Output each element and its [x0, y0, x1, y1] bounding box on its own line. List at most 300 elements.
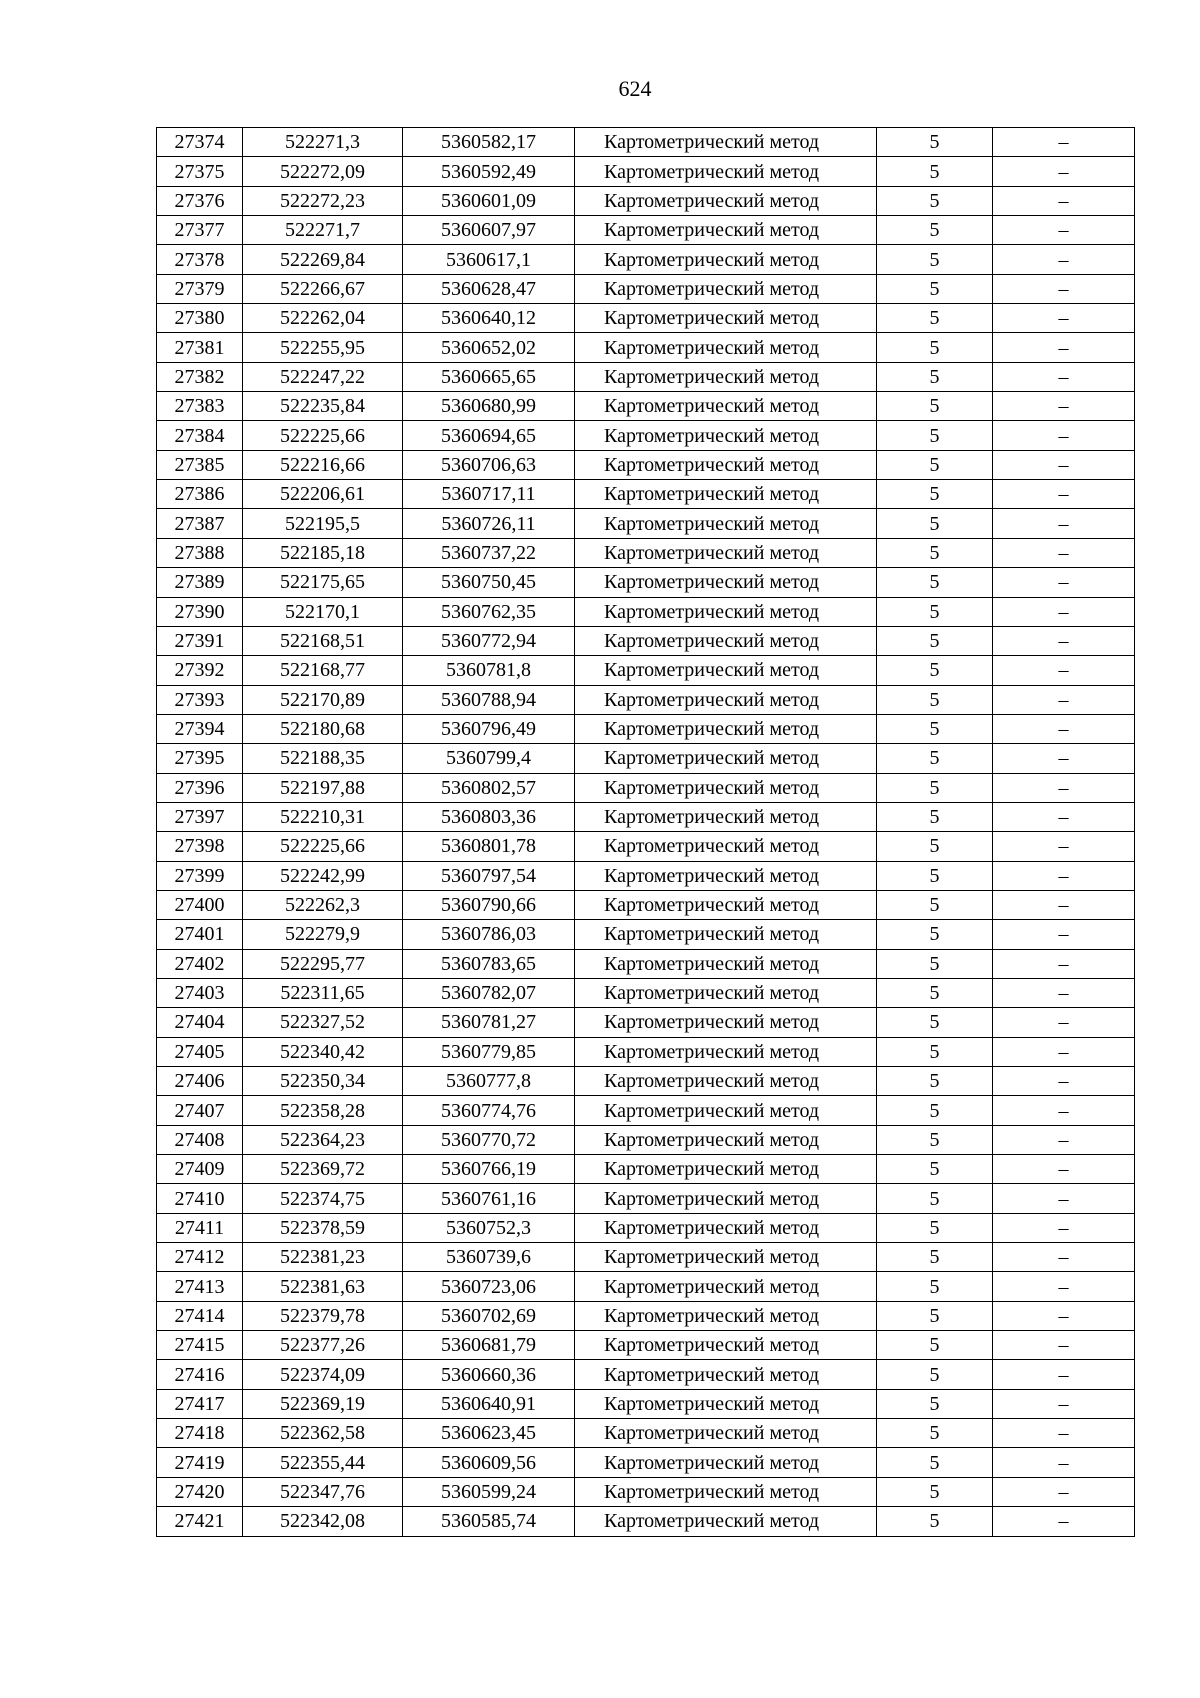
- table-row: [157, 861, 1135, 890]
- precision-cell: 5: [877, 978, 993, 1007]
- precision-cell: 5: [877, 362, 993, 391]
- y-coordinate-cell: 5360680,99: [403, 392, 575, 421]
- y-coordinate-cell: 5360723,06: [403, 1272, 575, 1301]
- method-cell: Картометрический метод: [575, 1008, 877, 1037]
- precision-cell: 5: [877, 861, 993, 890]
- precision-cell: 5: [877, 509, 993, 538]
- x-coordinate-cell: 522279,9: [243, 920, 403, 949]
- precision-cell: 5: [877, 1331, 993, 1360]
- x-coordinate-cell: 522266,67: [243, 274, 403, 303]
- y-coordinate-cell: 5360652,02: [403, 333, 575, 362]
- table-row: [157, 1184, 1135, 1213]
- x-coordinate-cell: 522175,65: [243, 568, 403, 597]
- table-row: [157, 1272, 1135, 1301]
- description-cell: –: [993, 1243, 1135, 1272]
- table-row: [157, 1008, 1135, 1037]
- method-cell: Картометрический метод: [575, 274, 877, 303]
- point-number-cell: 27416: [157, 1360, 243, 1389]
- point-number-cell: 27419: [157, 1448, 243, 1477]
- precision-cell: 5: [877, 1419, 993, 1448]
- description-cell: –: [993, 1389, 1135, 1418]
- table-row: [157, 1507, 1135, 1536]
- y-coordinate-cell: 5360640,12: [403, 304, 575, 333]
- method-cell: Картометрический метод: [575, 1448, 877, 1477]
- x-coordinate-cell: 522271,7: [243, 216, 403, 245]
- description-cell: –: [993, 1096, 1135, 1125]
- y-coordinate-cell: 5360777,8: [403, 1067, 575, 1096]
- description-cell: –: [993, 450, 1135, 479]
- x-coordinate-cell: 522242,99: [243, 861, 403, 890]
- method-cell: Картометрический метод: [575, 685, 877, 714]
- x-coordinate-cell: 522358,28: [243, 1096, 403, 1125]
- description-cell: –: [993, 1037, 1135, 1066]
- table-row: [157, 157, 1135, 186]
- method-cell: Картометрический метод: [575, 450, 877, 479]
- method-cell: Картометрический метод: [575, 714, 877, 743]
- table-row: [157, 392, 1135, 421]
- method-cell: Картометрический метод: [575, 656, 877, 685]
- method-cell: Картометрический метод: [575, 568, 877, 597]
- point-number-cell: 27395: [157, 744, 243, 773]
- table-row: [157, 685, 1135, 714]
- point-number-cell: 27421: [157, 1507, 243, 1536]
- precision-cell: 5: [877, 1213, 993, 1242]
- precision-cell: 5: [877, 392, 993, 421]
- point-number-cell: 27386: [157, 480, 243, 509]
- precision-cell: 5: [877, 1301, 993, 1330]
- description-cell: –: [993, 656, 1135, 685]
- table-row: [157, 626, 1135, 655]
- point-number-cell: 27380: [157, 304, 243, 333]
- method-cell: Картометрический метод: [575, 304, 877, 333]
- y-coordinate-cell: 5360782,07: [403, 978, 575, 1007]
- x-coordinate-cell: 522342,08: [243, 1507, 403, 1536]
- precision-cell: 5: [877, 890, 993, 919]
- x-coordinate-cell: 522185,18: [243, 538, 403, 567]
- point-number-cell: 27396: [157, 773, 243, 802]
- precision-cell: 5: [877, 1184, 993, 1213]
- method-cell: Картометрический метод: [575, 978, 877, 1007]
- point-number-cell: 27405: [157, 1037, 243, 1066]
- precision-cell: 5: [877, 685, 993, 714]
- precision-cell: 5: [877, 656, 993, 685]
- table-row: [157, 1331, 1135, 1360]
- table-row: [157, 1419, 1135, 1448]
- method-cell: Картометрический метод: [575, 626, 877, 655]
- x-coordinate-cell: 522355,44: [243, 1448, 403, 1477]
- description-cell: –: [993, 274, 1135, 303]
- point-number-cell: 27388: [157, 538, 243, 567]
- y-coordinate-cell: 5360702,69: [403, 1301, 575, 1330]
- x-coordinate-cell: 522340,42: [243, 1037, 403, 1066]
- x-coordinate-cell: 522272,09: [243, 157, 403, 186]
- x-coordinate-cell: 522374,09: [243, 1360, 403, 1389]
- precision-cell: 5: [877, 1360, 993, 1389]
- x-coordinate-cell: 522381,23: [243, 1243, 403, 1272]
- point-number-cell: 27381: [157, 333, 243, 362]
- point-number-cell: 27400: [157, 890, 243, 919]
- x-coordinate-cell: 522374,75: [243, 1184, 403, 1213]
- x-coordinate-cell: 522327,52: [243, 1008, 403, 1037]
- description-cell: –: [993, 1331, 1135, 1360]
- x-coordinate-cell: 522195,5: [243, 509, 403, 538]
- table-row: [157, 1155, 1135, 1184]
- description-cell: –: [993, 1419, 1135, 1448]
- x-coordinate-cell: 522262,04: [243, 304, 403, 333]
- y-coordinate-cell: 5360660,36: [403, 1360, 575, 1389]
- x-coordinate-cell: 522210,31: [243, 802, 403, 831]
- precision-cell: 5: [877, 1096, 993, 1125]
- description-cell: –: [993, 597, 1135, 626]
- y-coordinate-cell: 5360739,6: [403, 1243, 575, 1272]
- y-coordinate-cell: 5360790,66: [403, 890, 575, 919]
- description-cell: –: [993, 1477, 1135, 1506]
- method-cell: Картометрический метод: [575, 362, 877, 391]
- point-number-cell: 27404: [157, 1008, 243, 1037]
- x-coordinate-cell: 522381,63: [243, 1272, 403, 1301]
- method-cell: Картометрический метод: [575, 1125, 877, 1154]
- description-cell: –: [993, 157, 1135, 186]
- table-row: [157, 1448, 1135, 1477]
- x-coordinate-cell: 522347,76: [243, 1477, 403, 1506]
- description-cell: –: [993, 333, 1135, 362]
- table-row: [157, 597, 1135, 626]
- y-coordinate-cell: 5360585,74: [403, 1507, 575, 1536]
- x-coordinate-cell: 522269,84: [243, 245, 403, 274]
- table-row: [157, 832, 1135, 861]
- description-cell: –: [993, 1507, 1135, 1536]
- description-cell: –: [993, 861, 1135, 890]
- y-coordinate-cell: 5360628,47: [403, 274, 575, 303]
- table-row: [157, 1125, 1135, 1154]
- method-cell: Картометрический метод: [575, 1360, 877, 1389]
- table-row: [157, 538, 1135, 567]
- description-cell: –: [993, 1125, 1135, 1154]
- point-number-cell: 27378: [157, 245, 243, 274]
- table-row: [157, 1213, 1135, 1242]
- x-coordinate-cell: 522272,23: [243, 186, 403, 215]
- method-cell: Картометрический метод: [575, 1507, 877, 1536]
- x-coordinate-cell: 522311,65: [243, 978, 403, 1007]
- y-coordinate-cell: 5360665,65: [403, 362, 575, 391]
- method-cell: Картометрический метод: [575, 773, 877, 802]
- y-coordinate-cell: 5360640,91: [403, 1389, 575, 1418]
- table-row: [157, 245, 1135, 274]
- method-cell: Картометрический метод: [575, 333, 877, 362]
- x-coordinate-cell: 522377,26: [243, 1331, 403, 1360]
- x-coordinate-cell: 522225,66: [243, 421, 403, 450]
- description-cell: –: [993, 304, 1135, 333]
- description-cell: –: [993, 1272, 1135, 1301]
- point-number-cell: 27407: [157, 1096, 243, 1125]
- y-coordinate-cell: 5360601,09: [403, 186, 575, 215]
- precision-cell: 5: [877, 1155, 993, 1184]
- coordinates-table: [156, 127, 1135, 1537]
- x-coordinate-cell: 522225,66: [243, 832, 403, 861]
- x-coordinate-cell: 522188,35: [243, 744, 403, 773]
- precision-cell: 5: [877, 568, 993, 597]
- precision-cell: 5: [877, 1448, 993, 1477]
- point-number-cell: 27413: [157, 1272, 243, 1301]
- y-coordinate-cell: 5360801,78: [403, 832, 575, 861]
- precision-cell: 5: [877, 216, 993, 245]
- method-cell: Картометрический метод: [575, 1096, 877, 1125]
- x-coordinate-cell: 522216,66: [243, 450, 403, 479]
- x-coordinate-cell: 522255,95: [243, 333, 403, 362]
- point-number-cell: 27383: [157, 392, 243, 421]
- table-row: [157, 333, 1135, 362]
- method-cell: Картометрический метод: [575, 509, 877, 538]
- method-cell: Картометрический метод: [575, 1155, 877, 1184]
- method-cell: Картометрический метод: [575, 597, 877, 626]
- x-coordinate-cell: 522350,34: [243, 1067, 403, 1096]
- point-number-cell: 27408: [157, 1125, 243, 1154]
- precision-cell: 5: [877, 157, 993, 186]
- point-number-cell: 27410: [157, 1184, 243, 1213]
- description-cell: –: [993, 744, 1135, 773]
- method-cell: Картометрический метод: [575, 1184, 877, 1213]
- point-number-cell: 27397: [157, 802, 243, 831]
- point-number-cell: 27403: [157, 978, 243, 1007]
- point-number-cell: 27399: [157, 861, 243, 890]
- description-cell: –: [993, 949, 1135, 978]
- x-coordinate-cell: 522170,1: [243, 597, 403, 626]
- method-cell: Картометрический метод: [575, 157, 877, 186]
- precision-cell: 5: [877, 832, 993, 861]
- method-cell: Картометрический метод: [575, 949, 877, 978]
- y-coordinate-cell: 5360617,1: [403, 245, 575, 274]
- precision-cell: 5: [877, 333, 993, 362]
- table-row: [157, 304, 1135, 333]
- table-row: [157, 1243, 1135, 1272]
- x-coordinate-cell: 522247,22: [243, 362, 403, 391]
- method-cell: Картометрический метод: [575, 832, 877, 861]
- y-coordinate-cell: 5360717,11: [403, 480, 575, 509]
- description-cell: –: [993, 773, 1135, 802]
- method-cell: Картометрический метод: [575, 1213, 877, 1242]
- point-number-cell: 27382: [157, 362, 243, 391]
- y-coordinate-cell: 5360623,45: [403, 1419, 575, 1448]
- description-cell: –: [993, 216, 1135, 245]
- table-row: [157, 509, 1135, 538]
- method-cell: Картометрический метод: [575, 186, 877, 215]
- precision-cell: 5: [877, 1507, 993, 1536]
- point-number-cell: 27415: [157, 1331, 243, 1360]
- method-cell: Картометрический метод: [575, 890, 877, 919]
- precision-cell: 5: [877, 1389, 993, 1418]
- description-cell: –: [993, 480, 1135, 509]
- x-coordinate-cell: 522362,58: [243, 1419, 403, 1448]
- point-number-cell: 27384: [157, 421, 243, 450]
- point-number-cell: 27394: [157, 714, 243, 743]
- table-row: [157, 1301, 1135, 1330]
- description-cell: –: [993, 978, 1135, 1007]
- y-coordinate-cell: 5360681,79: [403, 1331, 575, 1360]
- point-number-cell: 27375: [157, 157, 243, 186]
- precision-cell: 5: [877, 1125, 993, 1154]
- table-row: [157, 744, 1135, 773]
- point-number-cell: 27379: [157, 274, 243, 303]
- y-coordinate-cell: 5360781,8: [403, 656, 575, 685]
- table-row: [157, 949, 1135, 978]
- method-cell: Картометрический метод: [575, 920, 877, 949]
- precision-cell: 5: [877, 626, 993, 655]
- description-cell: –: [993, 714, 1135, 743]
- description-cell: –: [993, 392, 1135, 421]
- y-coordinate-cell: 5360783,65: [403, 949, 575, 978]
- table-row: [157, 1389, 1135, 1418]
- table-row: [157, 773, 1135, 802]
- point-number-cell: 27420: [157, 1477, 243, 1506]
- y-coordinate-cell: 5360770,72: [403, 1125, 575, 1154]
- description-cell: –: [993, 1213, 1135, 1242]
- method-cell: Картометрический метод: [575, 802, 877, 831]
- point-number-cell: 27406: [157, 1067, 243, 1096]
- table-row: [157, 1067, 1135, 1096]
- x-coordinate-cell: 522378,59: [243, 1213, 403, 1242]
- point-number-cell: 27402: [157, 949, 243, 978]
- y-coordinate-cell: 5360582,17: [403, 128, 575, 157]
- point-number-cell: 27392: [157, 656, 243, 685]
- x-coordinate-cell: 522369,72: [243, 1155, 403, 1184]
- table-row: [157, 216, 1135, 245]
- point-number-cell: 27398: [157, 832, 243, 861]
- y-coordinate-cell: 5360788,94: [403, 685, 575, 714]
- description-cell: –: [993, 1301, 1135, 1330]
- table-row: [157, 568, 1135, 597]
- method-cell: Картометрический метод: [575, 128, 877, 157]
- x-coordinate-cell: 522170,89: [243, 685, 403, 714]
- precision-cell: 5: [877, 538, 993, 567]
- precision-cell: 5: [877, 480, 993, 509]
- point-number-cell: 27418: [157, 1419, 243, 1448]
- description-cell: –: [993, 890, 1135, 919]
- point-number-cell: 27391: [157, 626, 243, 655]
- method-cell: Картометрический метод: [575, 861, 877, 890]
- x-coordinate-cell: 522364,23: [243, 1125, 403, 1154]
- point-number-cell: 27387: [157, 509, 243, 538]
- point-number-cell: 27412: [157, 1243, 243, 1272]
- description-cell: –: [993, 1008, 1135, 1037]
- y-coordinate-cell: 5360781,27: [403, 1008, 575, 1037]
- method-cell: Картометрический метод: [575, 1477, 877, 1506]
- precision-cell: 5: [877, 450, 993, 479]
- point-number-cell: 27417: [157, 1389, 243, 1418]
- description-cell: –: [993, 538, 1135, 567]
- method-cell: Картометрический метод: [575, 1272, 877, 1301]
- description-cell: –: [993, 685, 1135, 714]
- description-cell: –: [993, 1448, 1135, 1477]
- y-coordinate-cell: 5360786,03: [403, 920, 575, 949]
- y-coordinate-cell: 5360774,76: [403, 1096, 575, 1125]
- table-row: [157, 1096, 1135, 1125]
- y-coordinate-cell: 5360752,3: [403, 1213, 575, 1242]
- method-cell: Картометрический метод: [575, 392, 877, 421]
- precision-cell: 5: [877, 421, 993, 450]
- y-coordinate-cell: 5360609,56: [403, 1448, 575, 1477]
- method-cell: Картометрический метод: [575, 480, 877, 509]
- precision-cell: 5: [877, 802, 993, 831]
- table-row: [157, 480, 1135, 509]
- y-coordinate-cell: 5360737,22: [403, 538, 575, 567]
- precision-cell: 5: [877, 1477, 993, 1506]
- precision-cell: 5: [877, 1008, 993, 1037]
- table-row: [157, 1360, 1135, 1389]
- point-number-cell: 27393: [157, 685, 243, 714]
- method-cell: Картометрический метод: [575, 1419, 877, 1448]
- point-number-cell: 27377: [157, 216, 243, 245]
- x-coordinate-cell: 522168,77: [243, 656, 403, 685]
- x-coordinate-cell: 522197,88: [243, 773, 403, 802]
- table-row: [157, 978, 1135, 1007]
- y-coordinate-cell: 5360694,65: [403, 421, 575, 450]
- y-coordinate-cell: 5360799,4: [403, 744, 575, 773]
- method-cell: Картометрический метод: [575, 1067, 877, 1096]
- x-coordinate-cell: 522379,78: [243, 1301, 403, 1330]
- precision-cell: 5: [877, 128, 993, 157]
- method-cell: Картометрический метод: [575, 1037, 877, 1066]
- point-number-cell: 27385: [157, 450, 243, 479]
- table-row: [157, 656, 1135, 685]
- description-cell: –: [993, 832, 1135, 861]
- table-row: [157, 890, 1135, 919]
- precision-cell: 5: [877, 744, 993, 773]
- precision-cell: 5: [877, 1067, 993, 1096]
- precision-cell: 5: [877, 304, 993, 333]
- precision-cell: 5: [877, 597, 993, 626]
- description-cell: –: [993, 245, 1135, 274]
- description-cell: –: [993, 1067, 1135, 1096]
- point-number-cell: 27374: [157, 128, 243, 157]
- precision-cell: 5: [877, 245, 993, 274]
- table-row: [157, 362, 1135, 391]
- y-coordinate-cell: 5360592,49: [403, 157, 575, 186]
- y-coordinate-cell: 5360772,94: [403, 626, 575, 655]
- description-cell: –: [993, 568, 1135, 597]
- method-cell: Картометрический метод: [575, 245, 877, 274]
- table-row: [157, 802, 1135, 831]
- x-coordinate-cell: 522295,77: [243, 949, 403, 978]
- precision-cell: 5: [877, 714, 993, 743]
- y-coordinate-cell: 5360762,35: [403, 597, 575, 626]
- description-cell: –: [993, 362, 1135, 391]
- x-coordinate-cell: 522262,3: [243, 890, 403, 919]
- y-coordinate-cell: 5360750,45: [403, 568, 575, 597]
- point-number-cell: 27401: [157, 920, 243, 949]
- method-cell: Картометрический метод: [575, 421, 877, 450]
- page-number: 624: [618, 76, 652, 101]
- description-cell: –: [993, 626, 1135, 655]
- method-cell: Картометрический метод: [575, 1243, 877, 1272]
- point-number-cell: 27390: [157, 597, 243, 626]
- description-cell: –: [993, 1360, 1135, 1389]
- table-row: [157, 128, 1135, 157]
- table-row: [157, 450, 1135, 479]
- y-coordinate-cell: 5360779,85: [403, 1037, 575, 1066]
- table-row: [157, 421, 1135, 450]
- point-number-cell: 27409: [157, 1155, 243, 1184]
- method-cell: Картометрический метод: [575, 1331, 877, 1360]
- description-cell: –: [993, 421, 1135, 450]
- y-coordinate-cell: 5360803,36: [403, 802, 575, 831]
- precision-cell: 5: [877, 274, 993, 303]
- description-cell: –: [993, 509, 1135, 538]
- x-coordinate-cell: 522271,3: [243, 128, 403, 157]
- method-cell: Картометрический метод: [575, 538, 877, 567]
- x-coordinate-cell: 522206,61: [243, 480, 403, 509]
- point-number-cell: 27376: [157, 186, 243, 215]
- precision-cell: 5: [877, 1243, 993, 1272]
